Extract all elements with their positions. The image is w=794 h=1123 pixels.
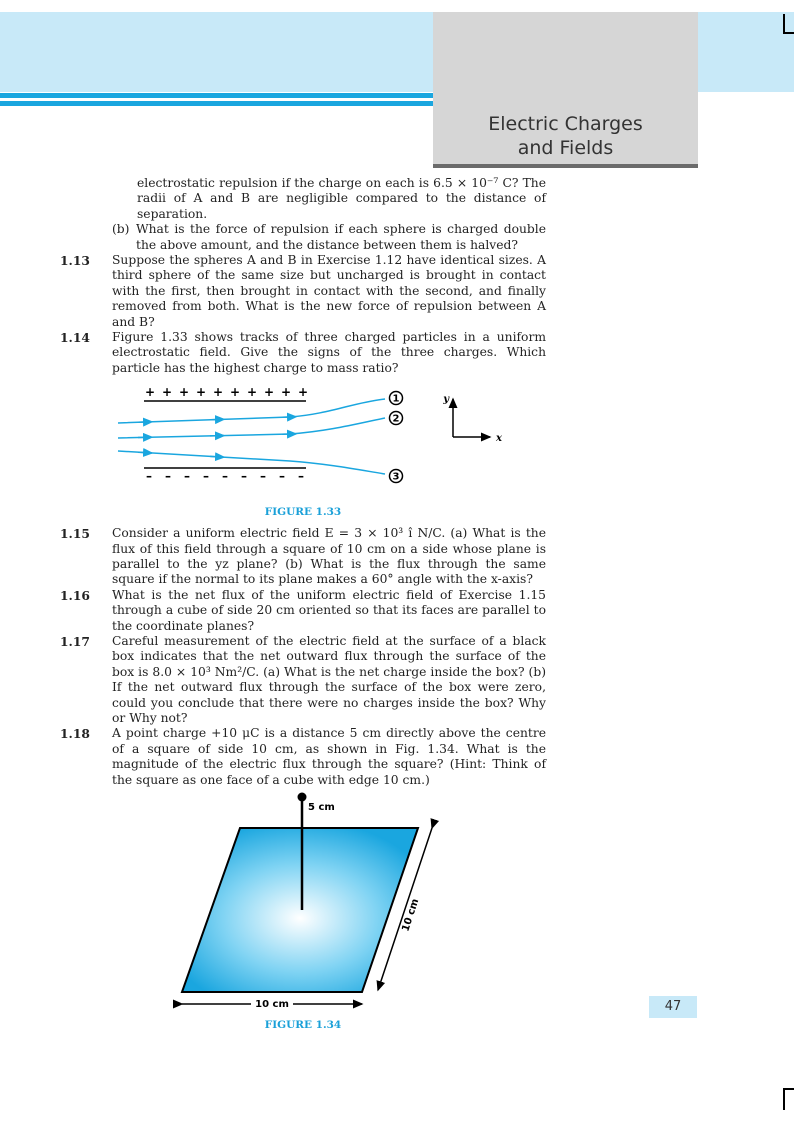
minus-sign: – (298, 469, 304, 484)
bottom-length-label: 10 cm (255, 999, 289, 1010)
particle-tracks-diagram (60, 380, 546, 498)
plus-sign: + (162, 385, 173, 400)
plus-sign: + (145, 385, 156, 400)
track-arrow (282, 417, 296, 418)
track-1 (118, 399, 385, 423)
plus-sign: + (196, 385, 207, 400)
exercise-text: Figure 1.33 shows tracks of three charged particles in a uniform electrostatic field. Give the signs of the three charges. Which particle has the highest charge to mass ratio? (112, 330, 546, 375)
minus-sign: – (146, 469, 152, 484)
track-arrow (210, 420, 224, 421)
exercise-number: 1.17 (60, 633, 90, 649)
track-label-2: 2 (392, 413, 400, 425)
exercise-1-16 (60, 588, 546, 634)
plus-sign: + (179, 385, 190, 400)
chapter-title-box (433, 12, 698, 168)
exercise-number: 1.13 (60, 253, 90, 269)
chapter-title (433, 112, 698, 160)
plus-sign: + (264, 385, 275, 400)
side-length-label: 10 cm (400, 897, 422, 933)
plus-sign: + (247, 385, 258, 400)
point-charge (298, 793, 307, 802)
exercise-number: 1.18 (60, 726, 90, 742)
header-stripe (0, 101, 440, 106)
square-flux-diagram (60, 792, 546, 1012)
track-label-3: 3 (392, 471, 400, 483)
track-arrow (138, 452, 152, 453)
crop-mark (783, 1090, 785, 1110)
figure-1-34 (60, 792, 546, 1034)
exercise-1-15 (60, 526, 546, 588)
y-axis-label: y (443, 394, 449, 406)
track-arrow (210, 457, 224, 458)
figure-1-33 (60, 380, 546, 520)
chapter-title-line1: Electric Charges (488, 113, 643, 135)
exercise-number: 1.16 (60, 587, 90, 603)
square-surface (182, 828, 418, 992)
x-axis-label: x (496, 433, 502, 445)
figure-caption: FIGURE 1.33 (264, 505, 342, 518)
exercise-1-18 (60, 726, 546, 788)
q12-continuation: electrostatic repulsion if the charge on each is 6.5 × 10⁻⁷ C? The radii of A and B are negligible compared to the distance of separation. (137, 176, 546, 221)
track-3 (118, 451, 385, 474)
exercise-1-17 (60, 634, 546, 726)
crop-mark (783, 14, 785, 34)
minus-sign: – (241, 469, 247, 484)
minus-sign: – (222, 469, 228, 484)
exercise-content (60, 176, 546, 1040)
exercise-1-14 (60, 330, 546, 376)
exercise-number: 1.14 (60, 330, 90, 346)
track-label-1: 1 (392, 393, 400, 405)
minus-sign: – (184, 469, 190, 484)
figure-caption: FIGURE 1.34 (264, 1019, 342, 1032)
part-label: (b) (112, 222, 130, 237)
exercise-text: Careful measurement of the electric field at the surface of a black box indicates that the net outward flux through the surface of the box is 8.0 × 10³ Nm²/C. (a) What is the net charge inside the box? (b) If the net outward flux through the surface of the box were zero, could you conclude that there were no charges inside the box? Why or Why not? (112, 633, 546, 725)
plus-sign: + (281, 385, 292, 400)
header-stripe (0, 93, 440, 98)
minus-sign: – (203, 469, 209, 484)
exercise-number: 1.15 (60, 526, 90, 542)
minus-sign: – (260, 469, 266, 484)
crop-mark (783, 32, 794, 34)
exercise-text: Suppose the spheres A and B in Exercise 1.12 have identical sizes. A third sphere of the same size but uncharged is brought in contact with the first, then brought in contact with the second, and finally removed from both. What is the new force of repulsion between A and B? (112, 253, 546, 329)
plus-sign: + (298, 385, 309, 400)
chapter-title-line2: and Fields (517, 137, 614, 159)
track-arrow (138, 422, 152, 423)
exercise-text: A point charge +10 μC is a distance 5 cm directly above the centre of a square of side 10 cm, as shown in Fig. 1.34. What is the magnitude of the electric flux through the square? (Hint: Think of the square as one face of a cube with edge 10 cm.) (112, 726, 546, 787)
part-text: What is the force of repulsion if each sphere is charged double the above amount, and the distance between them is halved? (136, 222, 546, 252)
exercise-text: What is the net flux of the uniform electric field of Exercise 1.15 through a cube of side 20 cm oriented so that its faces are parallel to the coordinate planes? (112, 587, 546, 633)
page-number: 47 (649, 996, 697, 1018)
exercise-text: Consider a uniform electric field E = 3 × 10³ î N/C. (a) What is the flux of this field through a square of 10 cm on a side whose plane is parallel to the yz plane? (b) What is the flux through the same square if the normal to its plane makes a 60° angle with the x-axis? (112, 526, 546, 587)
minus-sign: – (279, 469, 285, 484)
exercise-1-13 (60, 253, 546, 330)
minus-sign: – (165, 469, 171, 484)
plus-sign: + (213, 385, 224, 400)
q12-part-b (60, 222, 546, 253)
plus-sign: + (230, 385, 241, 400)
distance-label: 5 cm (308, 802, 335, 813)
